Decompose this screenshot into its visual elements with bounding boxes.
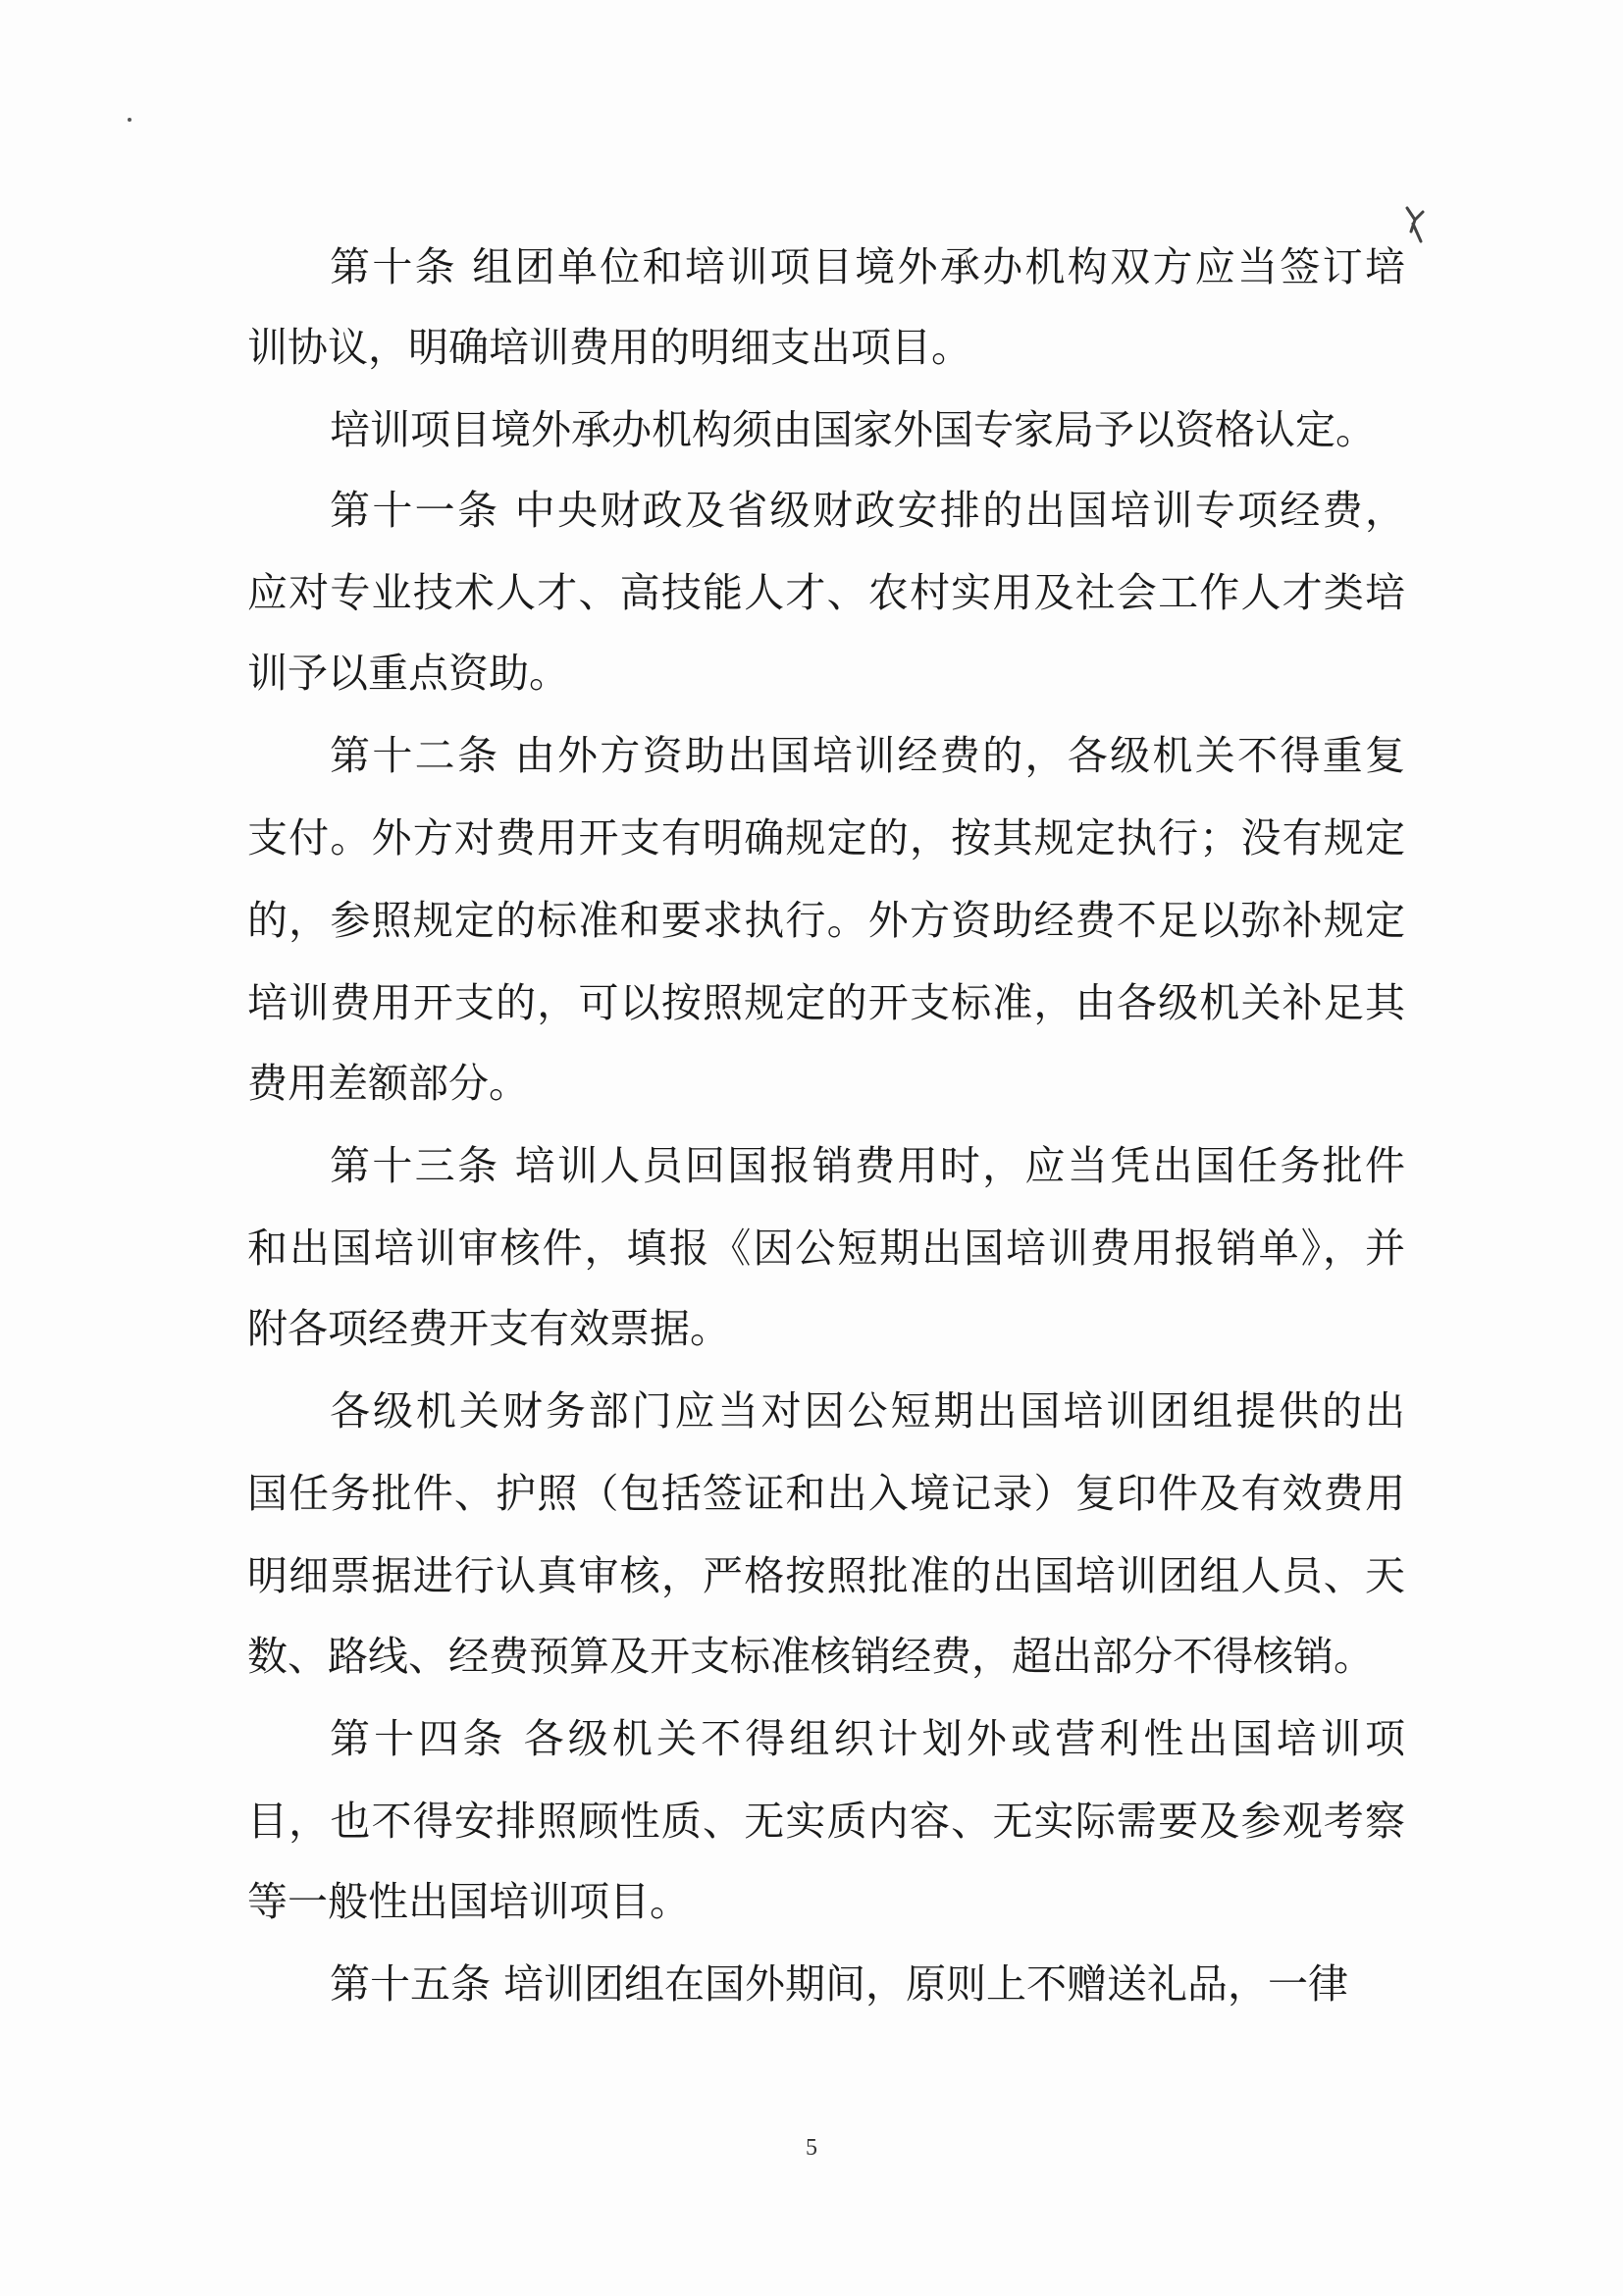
paragraph-line: 明细票据进行认真审核，严格按照批准的出国培训团组人员、天 [247,1552,1405,1599]
paragraph-line: 附各项经费开支有效票据。 [247,1305,730,1352]
paragraph-line: 支付。外方对费用开支有明确规定的，按其规定执行；没有规定 [247,814,1405,861]
paragraph-line: 费用差额部分。 [247,1060,529,1107]
paragraph-line: 第十五条 培训团组在国外期间，原则上不赠送礼品，一律 [330,1960,1349,2008]
paragraph-line: 各级机关财务部门应当对因公短期出国培训团组提供的出 [330,1387,1405,1435]
scan-speck [128,118,131,122]
page-number: 5 [806,2135,817,2161]
paragraph-line: 和出国培训审核件，填报《因公短期出国培训费用报销单》，并 [247,1225,1405,1272]
paragraph-line: 的，参照规定的标准和要求执行。外方资助经费不足以弥补规定 [247,897,1405,944]
scan-mark [1401,202,1429,245]
paragraph-line: 第十一条 中央财政及省级财政安排的出国培训专项经费， [330,487,1405,534]
paragraph-line: 数、路线、经费预算及开支标准核销经费，超出部分不得核销。 [247,1633,1374,1680]
paragraph-line: 第十四条 各级机关不得组织计划外或营利性出国培训项 [330,1715,1405,1762]
paragraph-line: 培训项目境外承办机构须由国家外国专家局予以资格认定。 [330,406,1376,453]
paragraph-line: 培训费用开支的，可以按照规定的开支标准，由各级机关补足其 [247,979,1405,1026]
paragraph-line: 应对专业技术人才、高技能人才、农村实用及社会工作人才类培 [247,569,1405,616]
paragraph-line: 训协议，明确培训费用的明细支出项目。 [247,324,971,371]
paragraph-line: 第十三条 培训人员回国报销费用时，应当凭出国任务批件 [330,1142,1405,1189]
paragraph-line: 第十二条 由外方资助出国培训经费的，各级机关不得重复 [330,732,1405,779]
paragraph-line: 国任务批件、护照（包括签证和出入境记录）复印件及有效费用 [247,1470,1405,1517]
paragraph-line: 训予以重点资助。 [247,650,569,697]
paragraph-line: 等一般性出国培训项目。 [247,1878,690,1925]
paragraph-line: 第十条 组团单位和培训项目境外承办机构双方应当签订培 [330,243,1405,290]
paragraph-line: 目，也不得安排照顾性质、无实质内容、无实际需要及参观考察 [247,1798,1405,1845]
